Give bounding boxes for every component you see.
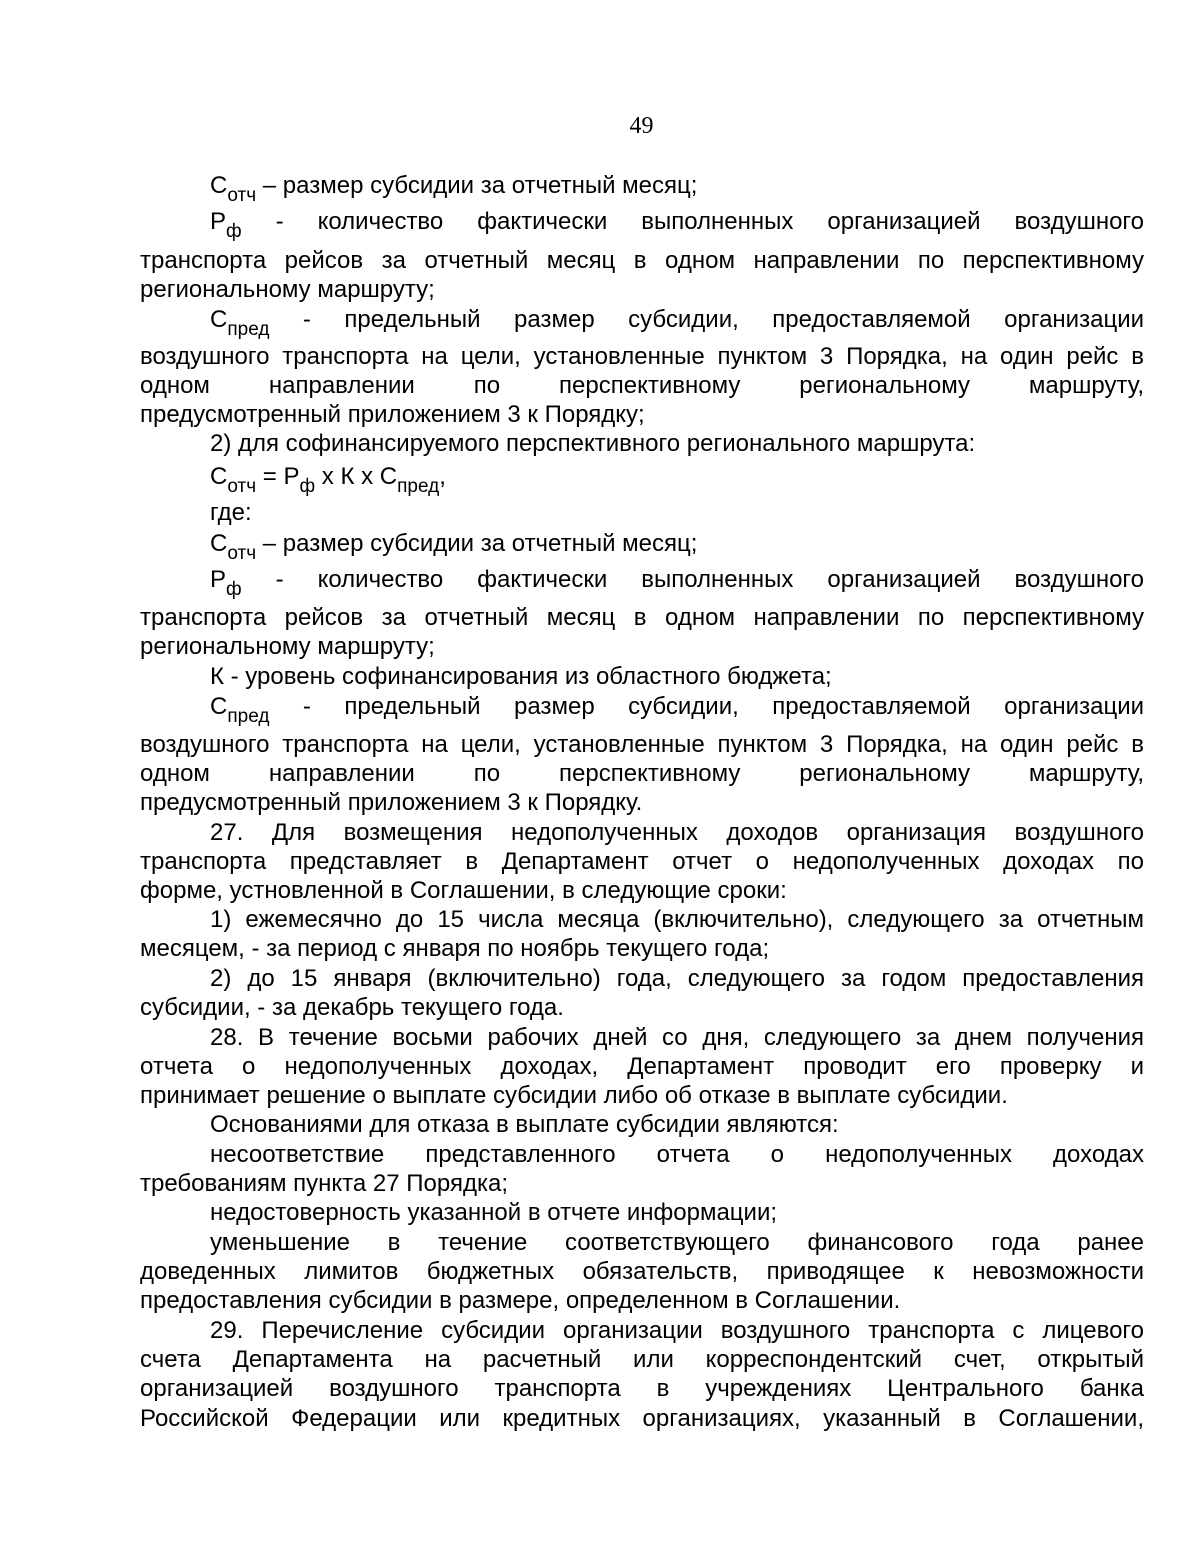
text-line: К - уровень софинансирования из областного бюджета; [210, 663, 832, 690]
text-line: региональному маршруту; [140, 633, 435, 660]
text-line: форме, устновленной в Соглашении, в следующие сроки: [140, 877, 787, 904]
text-line: Российской Федерации или кредитных организациях, указанный в Соглашении, [140, 1405, 1144, 1432]
definition-line: $Р_ф$ - количество фактически выполненных организацией воздушного [210, 566, 1144, 600]
text-line: одном направлении по перспективному региональному маршруту, [140, 760, 1144, 787]
text-line: месяцем, - за период с января по ноябрь текущего года; [140, 935, 770, 962]
text-line: несоответствие представленного отчета о недополученных доходах [210, 1141, 1144, 1168]
text-line: региональному маршруту; [140, 276, 435, 303]
page-number: 49 [629, 113, 654, 139]
text-line: 1) ежемесячно до 15 числа месяца (включительно), следующего за отчетным [210, 906, 1144, 933]
text-line: требованиям пункта 27 Порядка; [140, 1170, 509, 1197]
text-line: транспорта рейсов за отчетный месяц в одном направлении по перспективному [140, 247, 1144, 274]
text-line: принимает решение о выплате субсидии либо об отказе в выплате субсидии. [140, 1082, 1008, 1109]
text-line: уменьшение в течение соответствующего финансового года ранее [210, 1229, 1144, 1256]
definition-line: $С_{отч}$ – размер субсидии за отчетный месяц; [210, 530, 698, 564]
definition-line: $С_{пред}$ - предельный размер субсидии, предоставляемой организации [210, 693, 1144, 727]
text-line: 27. Для возмещения недополученных доходов организация воздушного [210, 819, 1144, 846]
text-line: воздушного транспорта на цели, установленные пунктом 3 Порядка, на один рейс в [140, 731, 1144, 758]
text-line: Основаниями для отказа в выплате субсидии являются: [210, 1111, 839, 1138]
text-line: субсидии, - за декабрь текущего года. [140, 994, 564, 1021]
text-line: воздушного транспорта на цели, установленные пунктом 3 Порядка, на один рейс в [140, 343, 1144, 370]
text-line: доведенных лимитов бюджетных обязательств, приводящее к невозможности [140, 1258, 1144, 1285]
text-line: 2) для софинансируемого перспективного регионального маршрута: [210, 430, 976, 457]
text-line: одном направлении по перспективному региональному маршруту, [140, 372, 1144, 399]
text-line: где: [210, 499, 252, 526]
text-line: отчета о недополученных доходах, Департамент проводит его проверку и [140, 1053, 1144, 1080]
text-line: предоставления субсидии в размере, определенном в Соглашении. [140, 1287, 901, 1314]
text-line: счета Департамента на расчетный или корреспондентский счет, открытый [140, 1346, 1144, 1373]
text-line: предусмотренный приложением 3 к Порядку. [140, 789, 643, 816]
text-line: 2) до 15 января (включительно) года, следующего за годом предоставления [210, 965, 1144, 992]
text-line: транспорта представляет в Департамент отчет о недополученных доходах по [140, 848, 1144, 875]
text-line: транспорта рейсов за отчетный месяц в одном направлении по перспективному [140, 604, 1144, 631]
text-line: недостоверность указанной в отчете информации; [210, 1199, 778, 1226]
definition-line: $Р_ф$ - количество фактически выполненных организацией воздушного [210, 208, 1144, 242]
text-line: 28. В течение восьми рабочих дней со дня, следующего за днем получения [210, 1024, 1144, 1051]
definition-line: $С_{пред}$ - предельный размер субсидии, предоставляемой организации [210, 306, 1144, 340]
definition-line: $С_{отч}$ – размер субсидии за отчетный месяц; [210, 172, 698, 206]
text-line: 29. Перечисление субсидии организации воздушного транспорта с лицевого [210, 1317, 1144, 1344]
text-line: организацией воздушного транспорта в учреждениях Центрального банка [140, 1375, 1144, 1402]
formula-line: $С_{отч} = Р_ф$ х К х $С_{пред}$, [210, 463, 446, 497]
text-line: предусмотренный приложением 3 к Порядку; [140, 401, 645, 428]
